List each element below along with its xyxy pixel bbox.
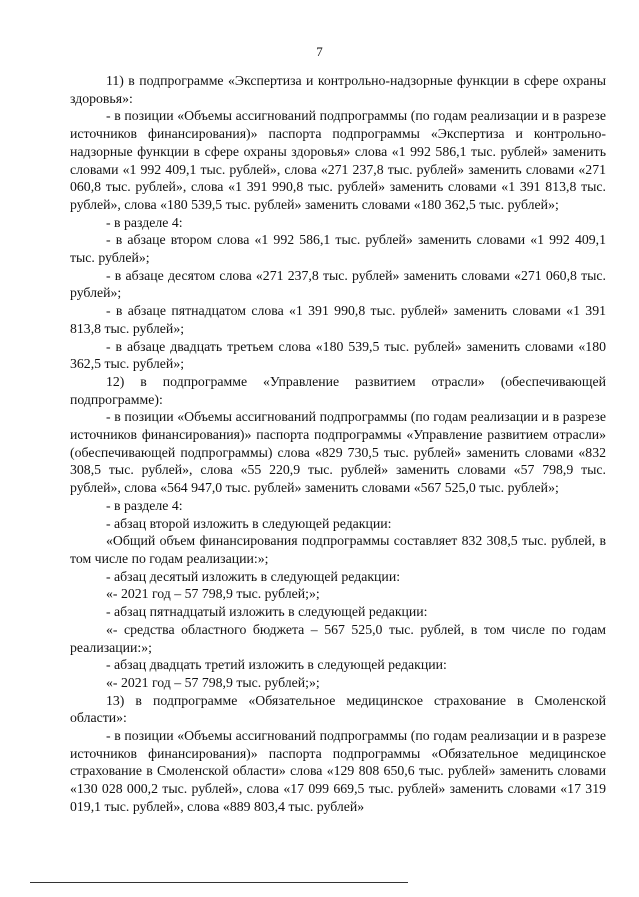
paragraph: «Общий объем финансирования подпрограммы составляет 832 308,5 тыс. рублей, в том числе по годам реализации:»; bbox=[70, 533, 606, 566]
paragraph: - в разделе 4: bbox=[106, 497, 183, 513]
paragraph: «- 2021 год – 57 798,9 тыс. рублей;»; bbox=[106, 586, 320, 602]
paragraph: 13) в подпрограмме «Обязательное медицинское страхование в Смоленской области»: bbox=[70, 692, 606, 726]
paragraph: - в позиции «Объемы ассигнований подпрограммы (по годам реализации и в разрезе источников финансирования)» паспорта подпрограммы «Обязательное медицинское страхование в Смоленской области» слова «129 808 650,6 тыс. рублей» заменить словами «130 028 000,2 тыс. рублей», слова «17 099 669,5 тыс. рублей» заменить словами «17 319 019,1 тыс. рублей», слова «889 803,4 тыс. рублей» bbox=[70, 728, 606, 814]
paragraph: - в разделе 4: bbox=[106, 214, 183, 230]
paragraph: «- средства областного бюджета – 567 525,0 тыс. рублей, в том числе по годам реализации:»; bbox=[70, 621, 606, 655]
paragraph: - в абзаце двадцать третьем слова «180 539,5 тыс. рублей» заменить словами «180 362,5 тыс. рублей»; bbox=[70, 338, 606, 372]
paragraph: - в абзаце десятом слова «271 237,8 тыс. рублей» заменить словами «271 060,8 тыс. рублей»; bbox=[70, 267, 606, 301]
paragraph: - в позиции «Объемы ассигнований подпрограммы (по годам реализации и в разрезе источников финансирования)» паспорта подпрограммы «Управление развитием отрасли» (обеспечивающей подпрограммы) слова «829 730,5 тыс. рублей» заменить словами «832 308,5 тыс. рублей», слова «55 220,9 тыс. рублей» заменить словами «57 798,9 тыс. рублей», слова «564 947,0 тыс. рублей» заменить словами «567 525,0 тыс. рублей»; bbox=[70, 409, 606, 496]
paragraph: - в позиции «Объемы ассигнований подпрограммы (по годам реализации и в разрезе источников финансирования)» паспорта подпрограммы «Экспертиза и контрольно-надзорные функции в сфере охраны здоровья» слова «1 992 586,1 тыс. рублей» заменить словами «1 992 409,1 тыс. рублей», слова «271 237,8 тыс. рублей» заменить словами «271 060,8 тыс. рублей», слова «1 391 990,8 тыс. рублей» заменить словами «1 391 813,8 тыс. рублей», слова «180 539,5 тыс. рублей» заменить словами «180 362,5 тыс. рублей»; bbox=[70, 108, 606, 212]
paragraph: - абзац двадцать третий изложить в следующей редакции: bbox=[106, 657, 447, 673]
document-body bbox=[70, 72, 606, 816]
paragraph: - абзац пятнадцатый изложить в следующей редакции: bbox=[106, 604, 428, 620]
paragraph: 11) в подпрограмме «Экспертиза и контрольно-надзорные функции в сфере охраны здоровья»: bbox=[70, 73, 606, 106]
paragraph: - абзац второй изложить в следующей редакции: bbox=[106, 515, 392, 531]
paragraph: - в абзаце втором слова «1 992 586,1 тыс. рублей» заменить словами «1 992 409,1 тыс. рублей»; bbox=[70, 232, 606, 266]
paragraph: - абзац десятый изложить в следующей редакции: bbox=[106, 568, 401, 584]
paragraph: 12) в подпрограмме «Управление развитием отрасли» (обеспечивающей подпрограмме): bbox=[70, 373, 606, 407]
paragraph: - в абзаце пятнадцатом слова «1 391 990,8 тыс. рублей» заменить словами «1 391 813,8 тыс. рублей»; bbox=[70, 303, 606, 336]
paragraph: «- 2021 год – 57 798,9 тыс. рублей;»; bbox=[106, 674, 320, 690]
footer-divider bbox=[30, 882, 408, 883]
page-number: 7 bbox=[316, 44, 323, 59]
